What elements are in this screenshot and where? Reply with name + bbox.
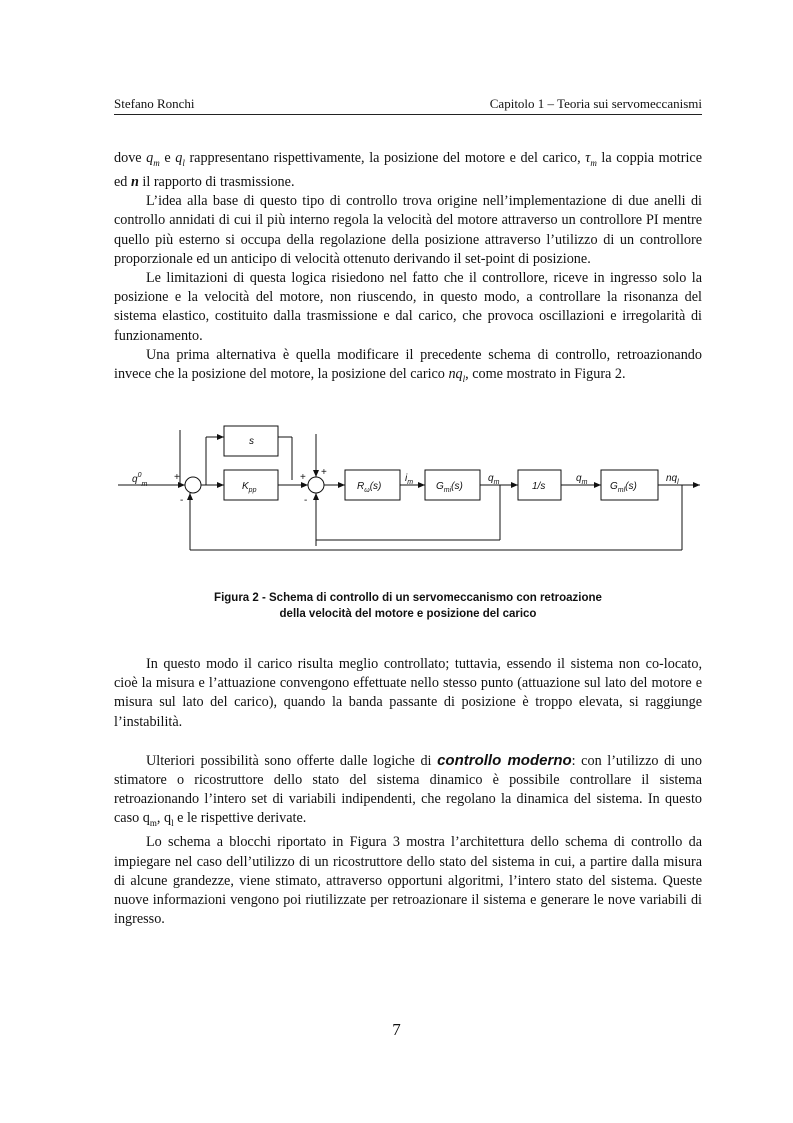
paragraph-3: Le limitazioni di questa logica risiedono nel fatto che il controllore, riceve in ingresso solo la posizione e la velocità del motore, non riuscendo, in questo modo, a controllare la risonanza del sistema elastico, costituito dalla trasmissione e dal carico, che provoca oscillazioni e irregolarità di funzionamento. bbox=[114, 270, 702, 344]
output-label: $nq_l$ bbox=[666, 473, 679, 486]
page-number: 7 bbox=[392, 1020, 401, 1039]
block-diagram bbox=[114, 422, 702, 572]
paragraph-7: Lo schema a blocchi riportato in Figura 3 mostra l’architettura dello schema di controllo da impiegare nel caso dell’utilizzo di un ricostruttore dello stato del sistema in cui, a partire dalla misura di alcune grandezze, viene stimato, attraverso opportuni algoritmi, l’intero stato del sistema. Queste nuove informazioni vengono poi riutilizzate per retroazionare il sistema e generare le nove variabili di ingresso. bbox=[114, 834, 702, 928]
header-rule bbox=[114, 114, 702, 115]
sum-node-1 bbox=[185, 477, 201, 493]
g-ml-label: $G_{ml}(s)$ bbox=[610, 481, 637, 494]
derivative-label: s bbox=[249, 436, 254, 447]
sum1-minus: - bbox=[180, 495, 184, 506]
header-chapter: Capitolo 1 – Teoria sui servomeccanismi bbox=[489, 96, 702, 111]
sum2-minus: - bbox=[304, 495, 308, 506]
sum1-plus: + bbox=[174, 472, 180, 483]
kpp-block bbox=[224, 470, 278, 500]
paragraph-5: In questo modo il carico risulta meglio controllato; tuttavia, essendo il sistema non co-locato, cioè la misura e l’attuazione convengono effettuate nello stesso punto (attuazione sul lato del motore e misura sul lato del carico), quando la banda passante di posizione è troppo elevata, si raggiunge l’instabilità. bbox=[114, 656, 702, 730]
sum2-plus-left: + bbox=[300, 472, 306, 483]
kpp-label: $K_{pp}$ bbox=[242, 481, 257, 494]
input-label: $q^0_m$ bbox=[132, 472, 148, 488]
figure-caption: Figura 2 - Schema di controllo di un servomeccanismo con retroazione della velocità del motore e posizione del carico bbox=[214, 592, 602, 620]
paragraph-1: dove $q_m$ e $q_l$ rappresentano rispettivamente, la posizione del motore e del carico, $\tau_m$ la coppia motrice ed n il rapporto di trasmissione. bbox=[114, 150, 702, 191]
sum-node-2 bbox=[308, 477, 324, 493]
g-mi-label: $G_{mi}(s)$ bbox=[436, 481, 463, 494]
qm-signal-label: $q_m$ bbox=[488, 473, 500, 486]
body-text-bottom bbox=[114, 655, 702, 929]
sum2-plus-top: + bbox=[321, 467, 327, 478]
integrator-label: 1/s bbox=[532, 481, 546, 492]
paragraph-6: Ulteriori possibilità sono offerte dalle logiche di controllo moderno: con l’utilizzo di uno stimatore o ricostruttore dello stato del sistema dinamico è possibile controllare il sistema retroazionando l’intero set di variabili indipendenti, che regolano la dinamica del sistema. In questo caso $q_m$, $q_l$ e le rispettive derivate. bbox=[114, 751, 702, 829]
r-omega-label: $R_\omega(s)$ bbox=[357, 481, 382, 494]
paragraph-2: L’idea alla base di questo tipo di controllo trova origine nell’implementazione di due anelli di controllo annidati di cui il più interno regola la velocità del motore attraverso un controllore PI mentre quello più esterno si occupa della regolazione della posizione attraverso l’utilizzo di un controllore proporzionale ed un anticipo di velocità ottenuto derivando il set-point di posizione. bbox=[114, 193, 702, 267]
im-label: $i_m$ bbox=[405, 473, 414, 486]
body-text-top bbox=[114, 149, 702, 389]
qm-output-label: $q_m$ bbox=[576, 473, 588, 486]
paragraph-4: Una prima alternativa è quella modificare il precedente schema di controllo, retroazionando invece che la posizione del motore, la posizione del carico $nq_l$, come mostrato in Figura 2. bbox=[114, 346, 702, 384]
page-header bbox=[114, 96, 702, 114]
header-author: Stefano Ronchi bbox=[114, 96, 195, 111]
